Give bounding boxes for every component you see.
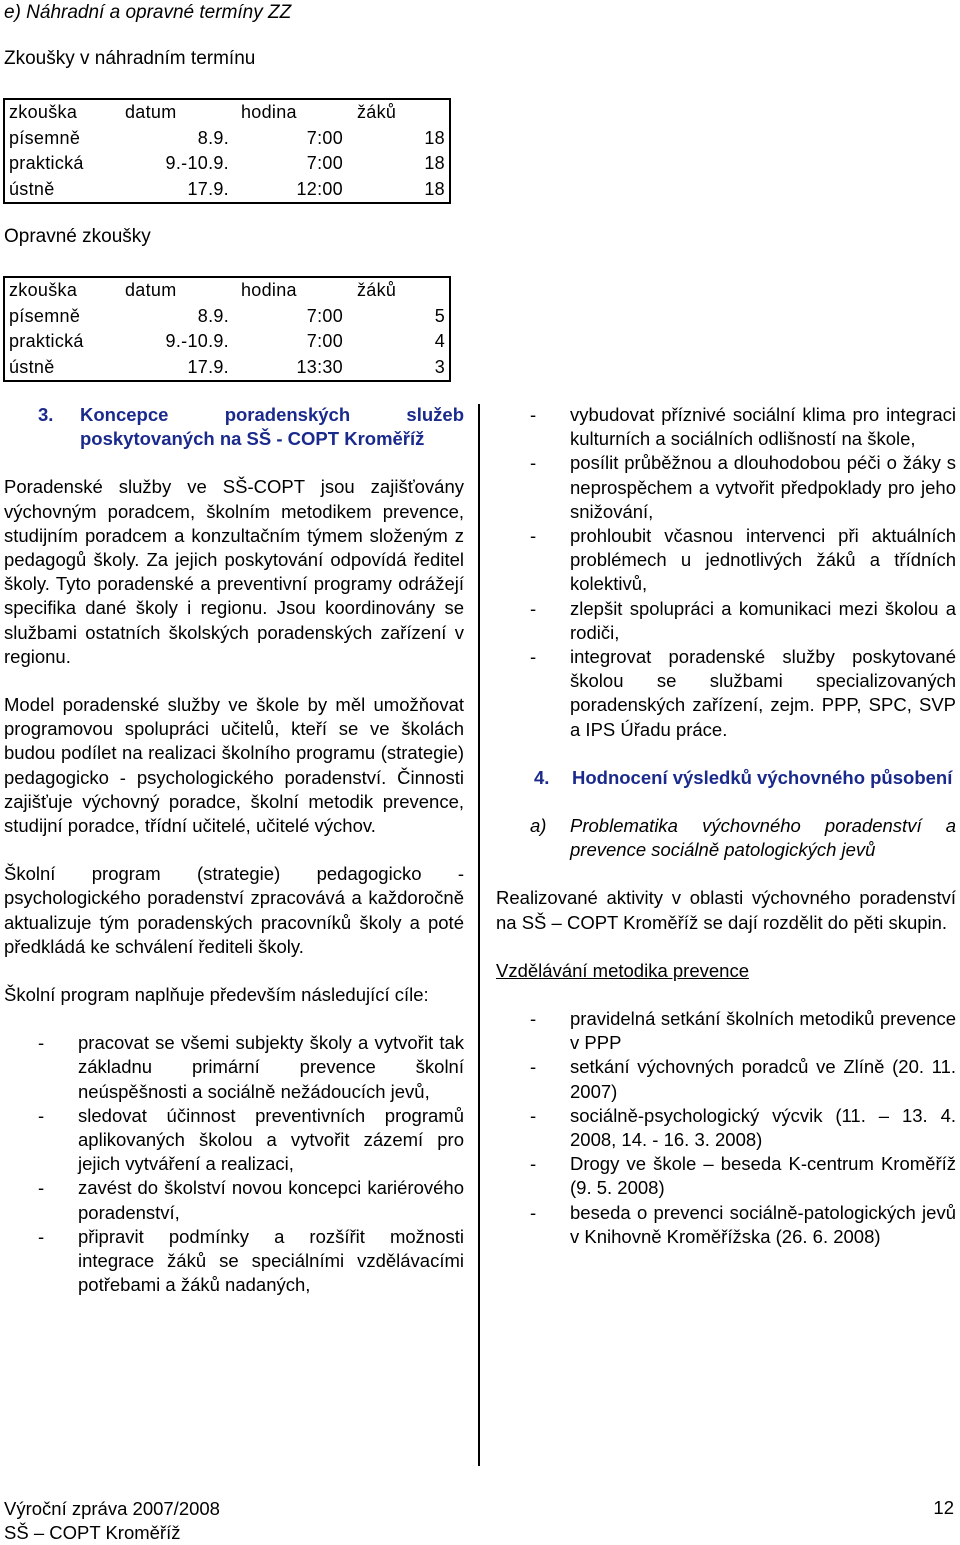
header-cell: zkouška: [9, 280, 78, 300]
table-cell: 5: [434, 305, 445, 326]
table-cell: 18: [424, 153, 445, 173]
header-cell: žáků: [357, 102, 397, 122]
table-row: [5, 126, 449, 152]
table-cell: 8.9.: [197, 127, 229, 148]
paragraph: Poradenské služby ve SŠ-COPT jsou zajišťovány výchovným poradcem, školním metodikem prevence, studijním poradcem a konzultačním týmem složeným z pedagogů školy. Za jejich poskytování odpovídá ředitel školy. Tyto poradenské a preventivní programy odrážejí specifika dané školy i regionu. Jsou koordinovány se službami ostatních školských poradenských zařízení v regionu.: [4, 476, 464, 667]
goals-list-continued: [496, 403, 956, 742]
list-item: - prohloubit včasnou intervenci při aktuálních problémech u jednotlivých žáků a třídních kolektivů,: [530, 525, 956, 595]
list-item: - integrovat poradenské služby poskytované školou se službami specializovaných poradenských zařízení, zejm. PPP, SPC, SVP a IPS Úřadu práce.: [530, 646, 956, 740]
table-cell: 12:00: [296, 178, 343, 199]
page-number: 12: [933, 1497, 954, 1518]
subsection-a-heading: [496, 814, 956, 862]
footer-report-title: Výroční zpráva 2007/2008: [4, 1498, 220, 1519]
table-cell: 13:30: [296, 356, 343, 377]
table-cell: 3: [434, 356, 445, 377]
correction-exams-table: [3, 276, 451, 382]
list-item: - vybudovat příznivé sociální klima pro integraci kulturních a sociálních odlišností na škole,: [530, 404, 956, 450]
list-item: - sledovat účinnost preventivních programů aplikovaných školou a vytvořit zázemí pro jejich vytváření a realizaci,: [38, 1104, 464, 1175]
section-4-heading: [496, 766, 956, 790]
right-column: [496, 403, 956, 1273]
table-cell: 18: [424, 178, 445, 199]
table-cell: 17.9.: [187, 178, 229, 199]
paragraph: Realizované aktivity v oblasti výchovného poradenství na SŠ – COPT Kroměříž se dají rozdělit do pěti skupin.: [496, 887, 956, 933]
table-cell: 9.-10.9.: [165, 153, 229, 173]
page-footer: [4, 1497, 220, 1545]
goals-list: [4, 1031, 464, 1297]
table-cell: písemně: [9, 127, 81, 148]
table-row: [5, 151, 449, 177]
subsection-title: Problematika výchovného poradenství a prevence sociálně patologických jevů: [570, 815, 956, 861]
replacement-exams-table: [3, 98, 451, 204]
list-item: - setkání výchovných poradců ve Zlíně (20. 11. 2007): [530, 1056, 956, 1102]
section-number: 4.: [534, 766, 550, 788]
header-cell: hodina: [241, 102, 297, 122]
section-title: Hodnocení výsledků výchovného působení: [572, 766, 953, 788]
paragraph: Školní program naplňuje především následující cíle:: [4, 984, 429, 1006]
footer-school-name: SŠ – COPT Kroměříž: [4, 1522, 181, 1543]
table-cell: 4: [434, 331, 445, 351]
list-item: - zavést do školství novou koncepci kariérového poradenství,: [38, 1177, 464, 1223]
table-cell: 8.9.: [197, 305, 229, 326]
list-item: - zlepšit spolupráci a komunikaci mezi školou a rodiči,: [530, 597, 956, 643]
table-cell: praktická: [9, 331, 84, 351]
left-column: [4, 403, 464, 1322]
table-cell: 17.9.: [187, 356, 229, 377]
table-cell: 7:00: [306, 153, 343, 173]
section-heading-e: e) Náhradní a opravné termíny ZZ: [4, 2, 292, 23]
list-item: - beseda o prevenci sociálně-patologických jevů v Knihovně Kroměřížska (26. 6. 2008): [530, 1201, 956, 1247]
section-number: 3.: [38, 404, 54, 425]
table-cell: 7:00: [306, 331, 343, 351]
table-cell: písemně: [9, 305, 81, 326]
list-item: - Drogy ve škole – beseda K-centrum Kroměříž (9. 5. 2008): [530, 1153, 956, 1199]
table-row: [5, 329, 449, 355]
list-item: - posílit průběžnou a dlouhodobou péči o žáky s neprospěchem a vytvořit předpoklady pro jeho snižování,: [530, 452, 956, 522]
header-cell: datum: [125, 102, 177, 122]
subsection-letter: a): [530, 815, 547, 837]
correction-exams-title: Opravné zkoušky: [4, 226, 151, 247]
table-header-row: [5, 278, 449, 304]
table-header-row: [5, 100, 449, 126]
header-cell: datum: [125, 280, 177, 300]
column-divider: [478, 404, 480, 1466]
table-cell: praktická: [9, 153, 84, 173]
table-row: [5, 177, 449, 203]
list-item: - připravit podmínky a rozšířit možnosti integrace žáků se speciálními vzdělávacími potřebami a žáků nadaných,: [38, 1225, 464, 1296]
header-cell: žáků: [357, 280, 397, 300]
table-row: [5, 304, 449, 330]
header-cell: hodina: [241, 280, 297, 300]
table-cell: 7:00: [306, 305, 343, 326]
paragraph: Školní program (strategie) pedagogicko - psychologického poradenství zpracovává a každoročně aktualizuje tým poradenských pracovníků školy a poté předkládá ke schválení řediteli školy.: [4, 863, 464, 957]
section-3-heading: [4, 403, 464, 451]
list-item: - sociálně-psychologický výcvik (11. – 13. 4. 2008, 14. - 16. 3. 2008): [530, 1104, 956, 1151]
table-cell: ústně: [9, 356, 55, 377]
header-cell: zkouška: [9, 102, 78, 122]
activities-list: [496, 1007, 956, 1249]
table-cell: ústně: [9, 178, 55, 199]
table-cell: 18: [424, 127, 445, 148]
section-title: Koncepce poradenských služeb poskytovaných na SŠ - COPT Kroměříž: [80, 404, 464, 450]
paragraph: Model poradenské služby ve škole by měl umožňovat programovou spolupráci učitelů, kteří se ve školách budou podílet na realizaci školního programu (strategie) pedagogicko - psychologického poradenství. Činnosti zajišťuje výchovný poradce, školní metodik prevence, studijní poradce, třídní učitelé, učitelé výchov.: [4, 694, 464, 837]
subheading: Vzdělávání metodika prevence: [496, 959, 749, 981]
list-item: - pracovat se všemi subjekty školy a vytvořit tak základnu primární prevence školní neúspěšnosti a sociálně nežádoucích jevů,: [38, 1032, 464, 1102]
table-cell: 9.-10.9.: [165, 331, 229, 351]
table-row: [5, 355, 449, 381]
table-cell: 7:00: [306, 127, 343, 148]
list-item: - pravidelná setkání školních metodiků prevence v PPP: [530, 1008, 956, 1054]
replacement-exams-title: Zkoušky v náhradním termínu: [4, 48, 256, 69]
